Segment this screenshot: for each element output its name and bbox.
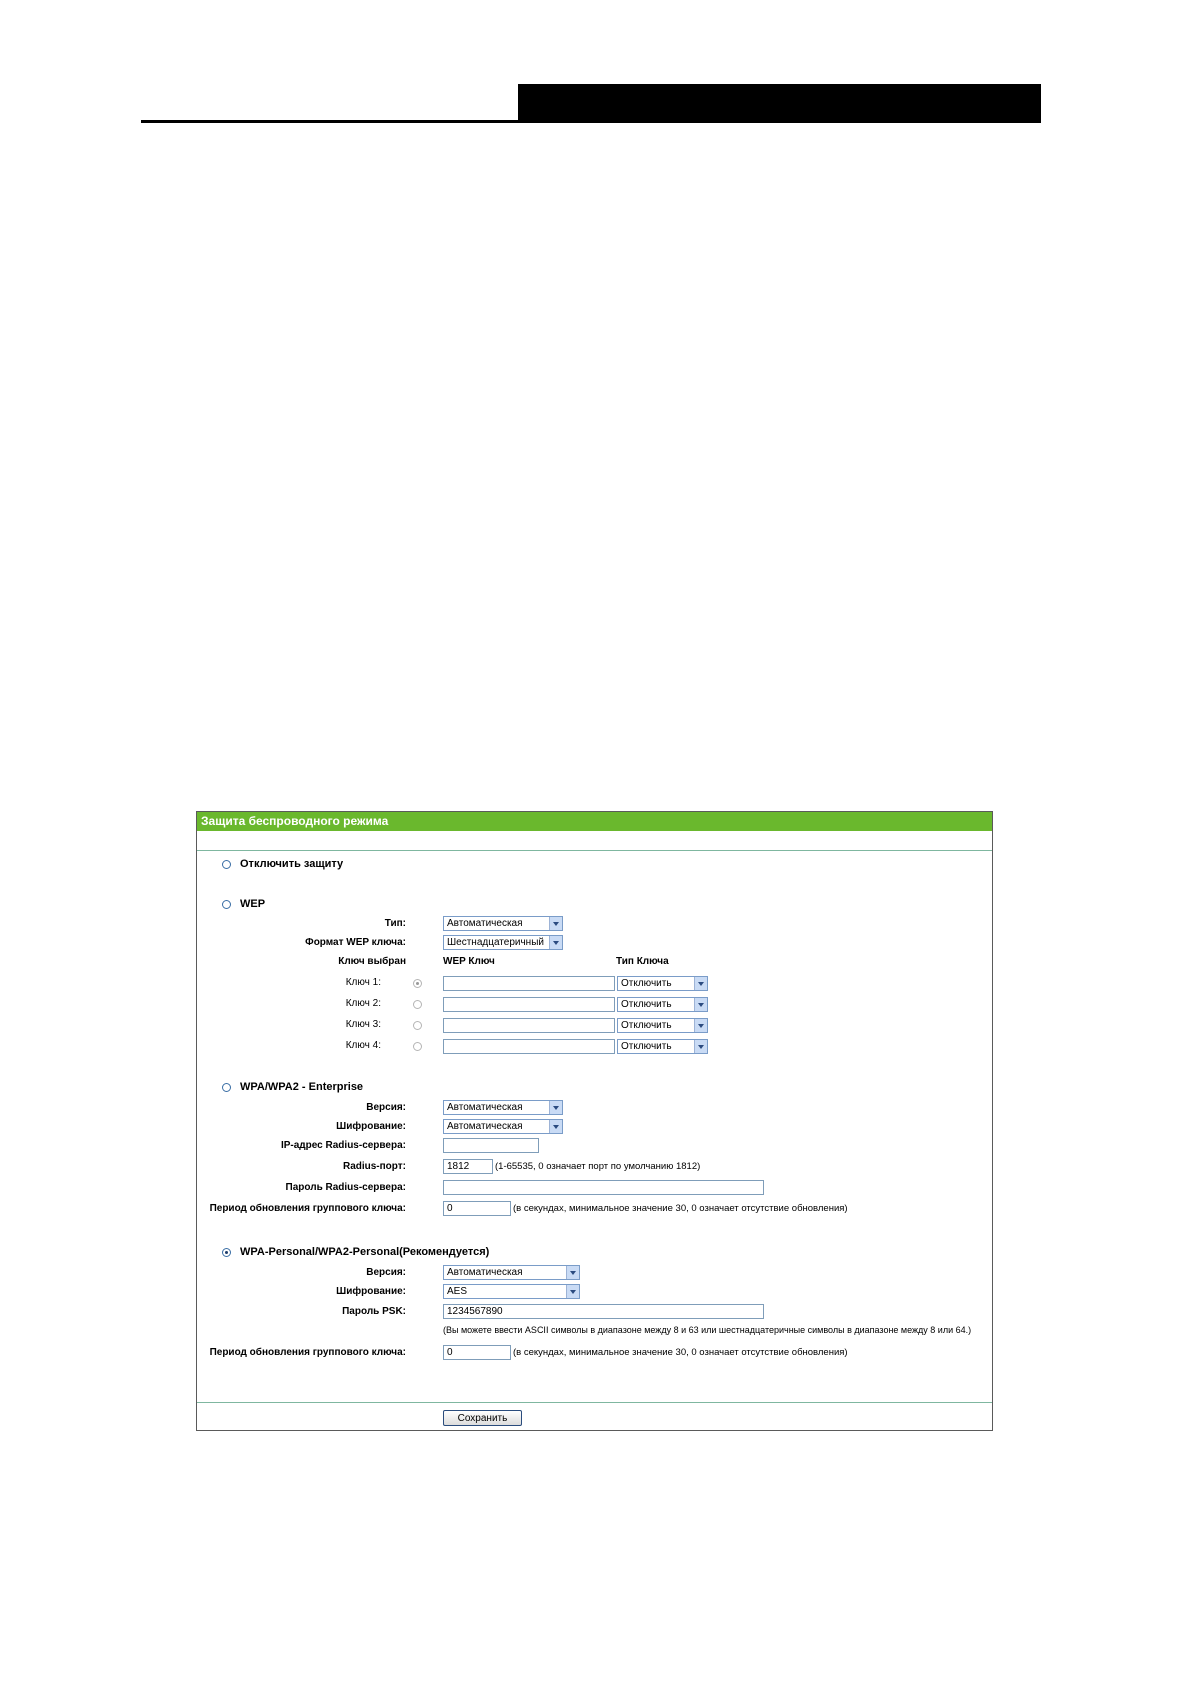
personal-group-key-label: Период обновления группового ключа:: [209, 1347, 406, 1358]
wep-key2-input[interactable]: [443, 997, 615, 1012]
radius-port-hint: (1-65535, 0 означает порт по умолчанию 1812): [495, 1161, 701, 1172]
wep-key4-type-value: Отключить: [621, 1041, 672, 1052]
wep-type-value: Автоматическая: [447, 918, 523, 929]
chevron-down-icon: [549, 936, 562, 949]
chevron-down-icon: [549, 1101, 562, 1114]
radius-password-input[interactable]: [443, 1180, 764, 1195]
enterprise-group-key-hint: (в секундах, минимальное значение 30, 0 означает отсутствие обновления): [513, 1203, 848, 1214]
panel-top-separator: [197, 850, 992, 851]
chevron-down-icon: [694, 998, 707, 1011]
personal-version-value: Автоматическая: [447, 1267, 523, 1278]
wep-key2-type-value: Отключить: [621, 999, 672, 1010]
wep-key3-type-select[interactable]: [617, 1018, 708, 1033]
enterprise-version-select[interactable]: [443, 1100, 563, 1115]
wep-key4-input[interactable]: [443, 1039, 615, 1054]
personal-radio[interactable]: [222, 1248, 231, 1257]
radius-password-label: Пароль Radius-сервера:: [285, 1182, 406, 1193]
wep-key1-type-value: Отключить: [621, 978, 672, 989]
chevron-down-icon: [694, 977, 707, 990]
chevron-down-icon: [549, 1120, 562, 1133]
wep-key1-type-select[interactable]: [617, 976, 708, 991]
chevron-down-icon: [549, 917, 562, 930]
radius-ip-input[interactable]: [443, 1138, 539, 1153]
enterprise-encryption-value: Автоматическая: [447, 1121, 523, 1132]
enterprise-version-label: Версия:: [366, 1102, 406, 1113]
radius-port-input[interactable]: [443, 1159, 493, 1174]
enterprise-encryption-select[interactable]: [443, 1119, 563, 1134]
enterprise-group-key-label: Период обновления группового ключа:: [209, 1203, 406, 1214]
psk-input[interactable]: [443, 1304, 764, 1319]
enterprise-radio[interactable]: [222, 1083, 231, 1092]
personal-version-label: Версия:: [366, 1267, 406, 1278]
wep-radio[interactable]: [222, 900, 231, 909]
header-rule: [141, 120, 1041, 123]
wep-col-selected: Ключ выбран: [338, 956, 406, 967]
personal-encryption-select[interactable]: [443, 1284, 580, 1299]
psk-hint: (Вы можете ввести ASCII символы в диапазоне между 8 и 63 или шестнадцатеричные символы в диапазоне между 8 или 64.): [443, 1325, 972, 1335]
wep-key1-label: Ключ 1:: [345, 977, 381, 988]
wireless-security-panel: [196, 811, 993, 1431]
enterprise-label: WPA/WPA2 - Enterprise: [240, 1081, 364, 1093]
wep-key1-radio[interactable]: [413, 979, 422, 988]
wep-label: WEP: [240, 898, 266, 910]
wep-format-label: Формат WEP ключа:: [305, 937, 406, 948]
wep-key4-label: Ключ 4:: [345, 1040, 381, 1051]
wep-key3-type-value: Отключить: [621, 1020, 672, 1031]
personal-group-key-hint: (в секундах, минимальное значение 30, 0 означает отсутствие обновления): [513, 1347, 848, 1358]
psk-label: Пароль PSK:: [342, 1306, 406, 1317]
wep-key2-radio[interactable]: [413, 1000, 422, 1009]
panel-title: Защита беспроводного режима: [197, 812, 992, 831]
enterprise-encryption-label: Шифрование:: [336, 1121, 406, 1132]
disable-security-label: Отключить защиту: [240, 858, 344, 870]
enterprise-group-key-input[interactable]: [443, 1201, 511, 1216]
wep-key4-radio[interactable]: [413, 1042, 422, 1051]
wep-key1-input[interactable]: [443, 976, 615, 991]
wep-format-select[interactable]: [443, 935, 563, 950]
personal-label: WPA-Personal/WPA2-Personal(Рекомендуется): [240, 1246, 490, 1258]
radius-ip-label: IP-адрес Radius-сервера:: [280, 1140, 406, 1151]
enterprise-version-value: Автоматическая: [447, 1102, 523, 1113]
wep-key2-label: Ключ 2:: [345, 998, 381, 1009]
wep-format-value: Шестнадцатеричный: [447, 937, 544, 948]
wep-key3-input[interactable]: [443, 1018, 615, 1033]
radius-port-label: Radius-порт:: [342, 1161, 406, 1172]
personal-version-select[interactable]: [443, 1265, 580, 1280]
wep-key4-type-select[interactable]: [617, 1039, 708, 1054]
personal-group-key-input[interactable]: [443, 1345, 511, 1360]
wep-type-label: Тип:: [384, 918, 406, 929]
wep-type-select[interactable]: [443, 916, 563, 931]
header-black-block: [518, 84, 1041, 123]
wep-col-type: Тип Ключа: [616, 956, 669, 967]
personal-encryption-label: Шифрование:: [336, 1286, 406, 1297]
chevron-down-icon: [566, 1285, 579, 1298]
wep-key3-radio[interactable]: [413, 1021, 422, 1030]
chevron-down-icon: [566, 1266, 579, 1279]
personal-encryption-value: AES: [447, 1286, 468, 1297]
wep-key2-type-select[interactable]: [617, 997, 708, 1012]
wep-col-key: WEP Ключ: [443, 956, 495, 967]
chevron-down-icon: [694, 1019, 707, 1032]
panel-bottom-separator: [197, 1402, 992, 1403]
disable-security-radio[interactable]: [222, 860, 231, 869]
chevron-down-icon: [694, 1040, 707, 1053]
wep-key3-label: Ключ 3:: [345, 1019, 381, 1030]
save-button[interactable]: Сохранить: [443, 1410, 522, 1426]
